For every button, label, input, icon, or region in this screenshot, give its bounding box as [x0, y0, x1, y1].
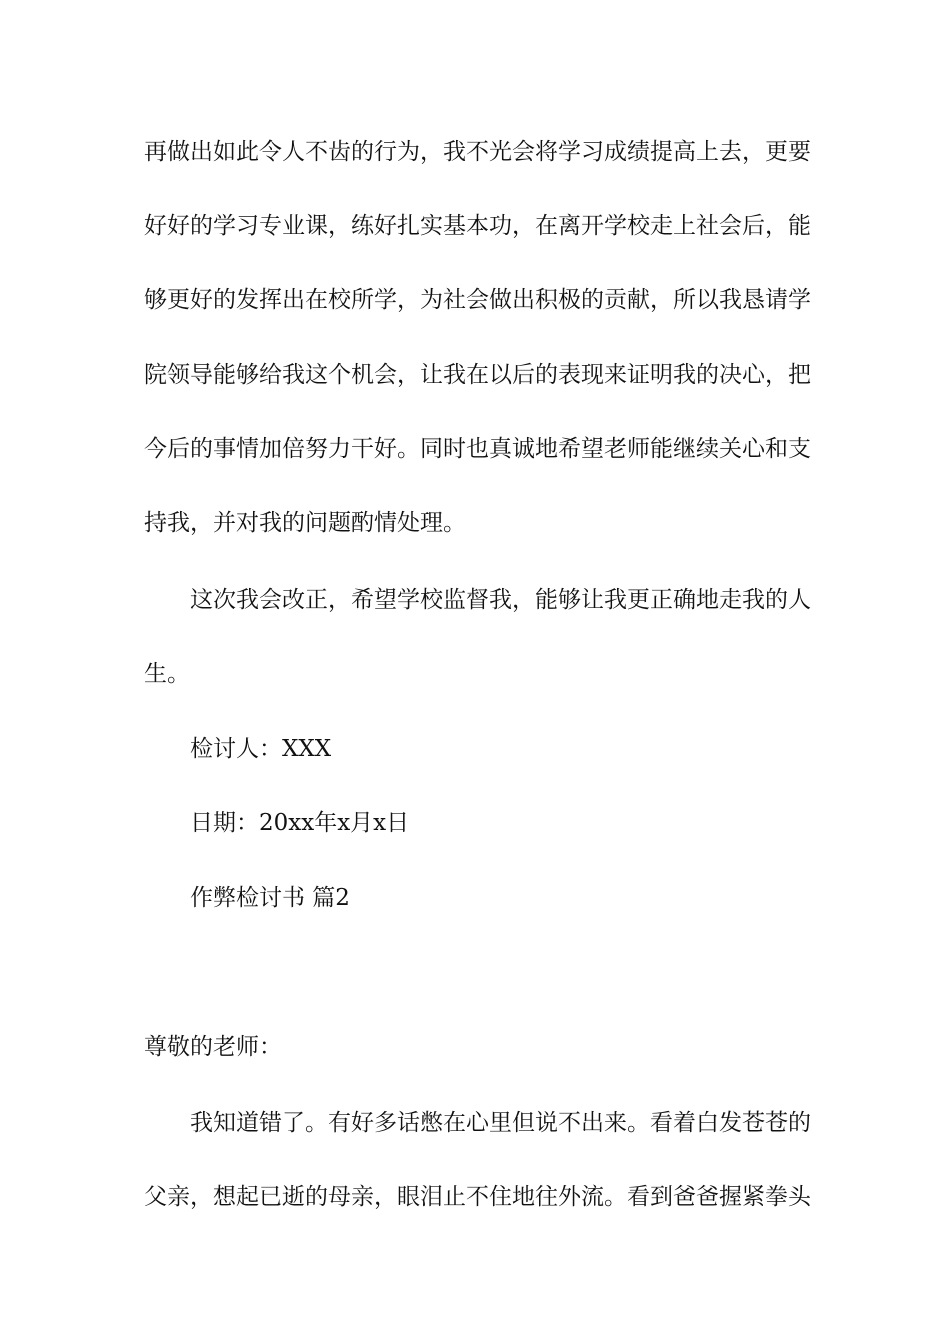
body-text-line: 生。 [144, 661, 190, 687]
body-text-line: 够更好的发挥出在校所学，为社会做出积极的贡献，所以我恳请学 [144, 287, 811, 313]
salutation: 尊敬的老师： [144, 1034, 282, 1060]
body-text-line: 持我，并对我的问题酌情处理。 [144, 510, 466, 536]
date-line: 日期：20xx年x月x日 [190, 810, 410, 836]
body-text-line: 我知道错了。有好多话憋在心里但说不出来。看着白发苍苍的 [190, 1110, 811, 1136]
body-text-line: 父亲，想起已逝的母亲，眼泪止不住地往外流。看到爸爸握紧拳头 [144, 1184, 811, 1210]
body-text-line: 今后的事情加倍努力干好。同时也真诚地希望老师能继续关心和支 [144, 436, 811, 462]
body-text-line: 院领导能够给我这个机会，让我在以后的表现来证明我的决心，把 [144, 362, 811, 388]
section-title: 作弊检讨书 篇2 [190, 885, 350, 911]
body-text-line: 这次我会改正，希望学校监督我，能够让我更正确地走我的人 [190, 587, 811, 613]
body-text-line: 再做出如此令人不齿的行为，我不光会将学习成绩提高上去，更要 [144, 139, 811, 165]
reviewer-signature: 检讨人：XXX [190, 736, 332, 762]
body-text-line: 好好的学习专业课，练好扎实基本功，在离开学校走上社会后，能 [144, 213, 811, 239]
